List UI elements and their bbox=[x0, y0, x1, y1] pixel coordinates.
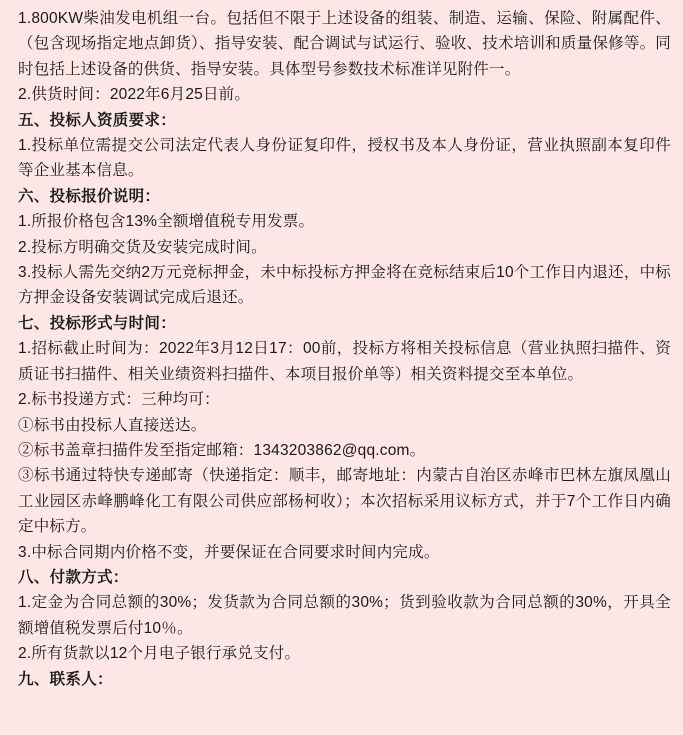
bid-item-2-delivery-methods: 2.标书投递方式：三种均可： bbox=[18, 391, 220, 409]
bid-method-2: ②标书盖章扫描件发至指定邮箱：1343203862@qq.com。 bbox=[18, 441, 426, 459]
bid-item-3-price-guarantee: 3.中标合同期内价格不变，并要保证在合同要求时间内完成。 bbox=[18, 543, 440, 561]
bid-item-1-deadline: 1.招标截止时间为：2022年3月12日17：00前，投标方将相关投标信息（营业执照扫描件、资质证书扫描件、相关业绩资料扫描件、本项目报价单等）相关资料提交至本单位。 bbox=[18, 340, 671, 383]
quotation-item-3: 3.投标人需先交纳2万元竞标押金，未中标投标方押金将在竞标结束后10个工作日内退还，中标方押金设备安装调试完成后退还。 bbox=[18, 264, 671, 307]
item-2-supply-time: 2.供货时间：2022年6月25日前。 bbox=[18, 86, 251, 104]
qualification-item-1: 1.投标单位需提交公司法定代表人身份证复印件，授权书及本人身份证，营业执照副本复印件等企业基本信息。 bbox=[18, 137, 671, 180]
quotation-item-1: 1.所报价格包含13%全额增值税专用发票。 bbox=[18, 213, 315, 231]
payment-item-2: 2.所有货款以12个月电子银行承兑支付。 bbox=[18, 645, 301, 663]
heading-six-quotation-notes: 六、投标报价说明： bbox=[18, 187, 161, 205]
heading-five-bidder-qualification: 五、投标人资质要求： bbox=[18, 111, 177, 129]
bid-method-3: ③标书通过特快专递邮寄（快递指定：顺丰，邮寄地址：内蒙古自治区赤峰市巴林左旗凤凰山工业园区赤峰鹏峰化工有限公司供应部杨柯收）；本次招标采用议标方式，并于7个工作日内确定中标方。 bbox=[18, 467, 671, 536]
heading-seven-form-and-time: 七、投标形式与时间： bbox=[18, 314, 177, 332]
heading-eight-payment: 八、付款方式： bbox=[18, 568, 129, 586]
payment-item-1: 1.定金为合同总额的30%；发货款为合同总额的30%；货到验收款为合同总额的30%，开具全额增值税发票后付10％。 bbox=[18, 594, 671, 637]
document-body bbox=[18, 6, 671, 692]
item-1-equipment-scope: 1.800KW柴油发电机组一台。包括但不限于上述设备的组装、制造、运输、保险、附属配件、（包含现场指定地点卸货）、指导安装、配合调试与试运行、验收、技术培训和质量保修等。同时包括上述设备的供货、指导安装。具体型号参数技术标准详见附件一。 bbox=[18, 10, 671, 78]
bid-method-1: ①标书由投标人直接送达。 bbox=[18, 416, 207, 434]
heading-nine-contact: 九、联系人： bbox=[18, 670, 113, 688]
quotation-item-2: 2.投标方明确交货及安装完成时间。 bbox=[18, 238, 267, 256]
